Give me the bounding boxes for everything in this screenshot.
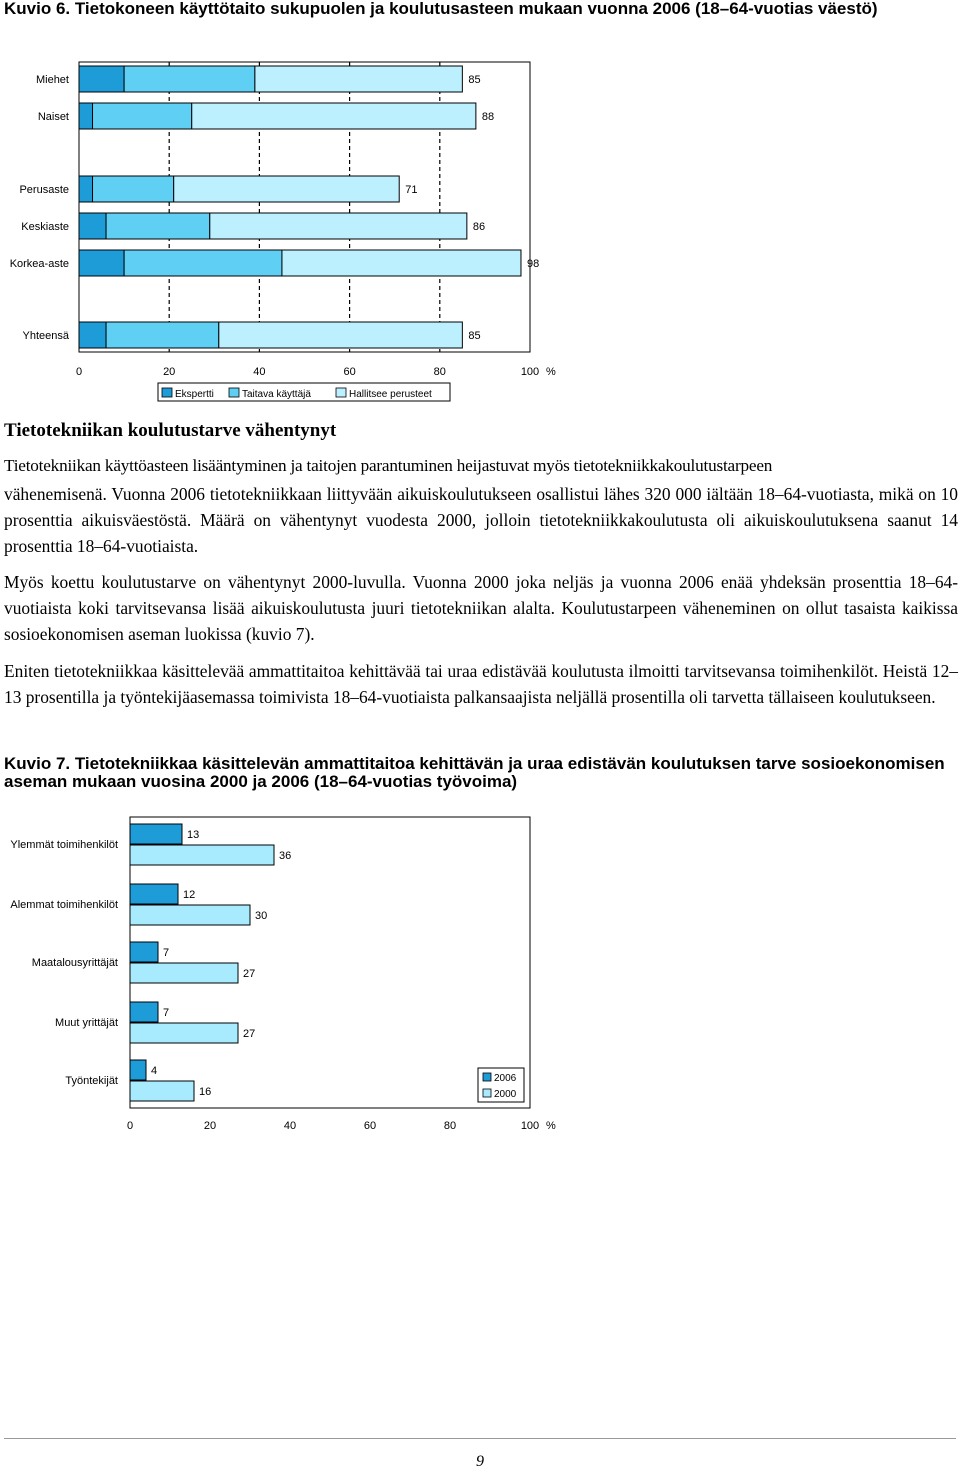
data-label: 7 <box>163 947 170 959</box>
tick-label: 80 <box>433 366 446 378</box>
data-label: 27 <box>243 1028 256 1040</box>
bar-segment <box>219 322 463 348</box>
data-label: 71 <box>405 184 418 196</box>
bar-segment <box>124 66 255 92</box>
bar-segment <box>79 66 124 92</box>
category-label: Muut yrittäjät <box>55 1017 118 1029</box>
bar-segment <box>93 176 174 202</box>
data-label: 98 <box>526 258 540 270</box>
data-label: 85 <box>468 330 481 342</box>
legend-swatch <box>336 388 346 397</box>
legend-label: 2006 <box>494 1073 517 1084</box>
data-label: 85 <box>468 74 481 86</box>
tick-label: 0 <box>126 1120 134 1132</box>
page-number: 9 <box>476 1453 484 1470</box>
bar-segment <box>192 103 476 129</box>
tick-label: 100 <box>520 366 540 378</box>
bar-segment <box>106 322 219 348</box>
data-label: 30 <box>255 910 268 922</box>
tick-label: 0 <box>75 366 83 378</box>
tick-label: 20 <box>163 366 176 378</box>
category-label: Miehet <box>35 74 69 86</box>
category-label: Naiset <box>37 111 69 123</box>
category-label: Maatalousyrittäjät <box>31 957 118 969</box>
category-label: Yhteensä <box>22 330 69 342</box>
bar-segment <box>174 176 400 202</box>
data-label: 4 <box>151 1065 158 1077</box>
bar-segment <box>79 213 106 239</box>
paragraph-1-continued: vähenemisenä. Vuonna 2006 tietotekniikkaan liittyvään aikuiskoulutukseen osallistui lähes 320 000 iältään 18–64-vuotiasta, mikä on 10 prosenttia aikuisväestöstä. Määrä on vähentynyt vuodesta 2000, jolloin tietotekniikkakoulutusta oli aikuiskoulutuksena saanut 14 prosenttia 18–64-vuotiaista. <box>4 484 958 556</box>
category-label: Työntekijät <box>65 1075 118 1087</box>
paragraph-2: Myös koettu koulutustarve on vähentynyt 2000-luvulla. Vuonna 2000 joka neljäs ja vuonna 2006 enää yhdeksän prosenttia 18–64-vuotiaista koki tarvitsevansa lisää aikuiskoulutusta juuri tietotekniikan alalta. Koulutustarpeen väheneminen on ollut tasaista kaikissa sosioekonomisen aseman luokissa (kuvio 7). <box>4 572 958 644</box>
figure6-chart <box>0 0 960 410</box>
tick-label: 60 <box>343 366 356 378</box>
data-label: 13 <box>187 829 200 841</box>
data-label: 12 <box>183 889 196 901</box>
bar-segment <box>106 213 210 239</box>
figure7-chart <box>0 805 960 1135</box>
bar <box>130 1002 158 1022</box>
data-label: 36 <box>279 850 292 862</box>
bar-segment <box>79 250 124 276</box>
bar-segment <box>79 103 93 129</box>
bar-segment <box>79 322 106 348</box>
figure6-title: Kuvio 6. Tietokoneen käyttötaito sukupuolen ja koulutusasteen mukaan vuonna 2006 (18–64-vuotias väestö) <box>4 0 878 18</box>
bar <box>130 824 182 844</box>
bar <box>130 1081 194 1101</box>
bar-segment <box>93 103 192 129</box>
bar <box>130 884 178 904</box>
category-label: Perusaste <box>19 184 69 196</box>
paragraph-1 <box>4 453 958 479</box>
tick-label: 60 <box>363 1120 377 1132</box>
legend-label: 2000 <box>494 1089 517 1100</box>
footer-divider <box>4 1438 956 1439</box>
legend-label: Ekspertti <box>175 389 214 400</box>
bar <box>130 845 274 865</box>
data-label: 27 <box>243 968 256 980</box>
axis-unit: % <box>546 366 556 378</box>
bar-segment <box>255 66 462 92</box>
bar-segment <box>124 250 282 276</box>
bar <box>130 963 238 983</box>
bar <box>130 905 250 925</box>
bar-segment <box>210 213 467 239</box>
data-label: 86 <box>472 221 486 233</box>
legend-swatch <box>483 1089 491 1097</box>
bar <box>130 942 158 962</box>
data-label: 88 <box>481 111 495 123</box>
bar-segment <box>282 250 521 276</box>
category-label: Ylemmät toimihenkilöt <box>10 839 118 851</box>
axis-unit: % <box>546 1120 556 1132</box>
category-label: Korkea-aste <box>9 258 69 270</box>
paragraph-3: Eniten tietotekniikkaa käsittelevää ammattitaitoa kehittävää tai uraa edistävää koulutusta ilmoitti tarvitsevansa toimihenkilöt. Heistä 12–13 prosentilla ja työntekijäasemassa toimivista 18–64-vuotiaista palkansaajista neljällä prosentilla oli tarvetta tällaiseen koulutukseen. <box>4 661 958 707</box>
legend-label: Taitava käyttäjä <box>242 389 311 400</box>
legend-swatch <box>229 388 239 397</box>
bar <box>130 1023 238 1043</box>
section-heading: Tietotekniikan koulutustarve vähentynyt <box>4 420 337 441</box>
legend-label: Hallitsee perusteet <box>349 389 432 400</box>
category-label: Keskiaste <box>21 221 69 233</box>
tick-label: 40 <box>253 366 266 378</box>
legend-swatch <box>483 1073 491 1081</box>
data-label: 7 <box>163 1007 170 1019</box>
figure7-title: Kuvio 7. Tietotekniikkaa käsittelevän ammattitaitoa kehittävän ja uraa edistävän koulutuksen tarve sosioekonomisen aseman mukaan vuosina 2000 ja 2006 (18–64-vuotias työvoima) <box>4 754 945 791</box>
paragraph-1-line-1: Tietotekniikan käyttöasteen lisääntyminen ja taitojen parantuminen heijastuvat myös tietotekniikkakoulutustarpeen <box>4 456 773 475</box>
category-label: Alemmat toimihenkilöt <box>10 899 118 911</box>
tick-label: 100 <box>520 1120 540 1132</box>
tick-label: 40 <box>283 1120 297 1132</box>
tick-label: 80 <box>443 1120 457 1132</box>
tick-label: 20 <box>203 1120 217 1132</box>
legend-swatch <box>162 388 172 397</box>
bar-segment <box>79 176 93 202</box>
data-label: 16 <box>199 1086 212 1098</box>
bar <box>130 1060 146 1080</box>
